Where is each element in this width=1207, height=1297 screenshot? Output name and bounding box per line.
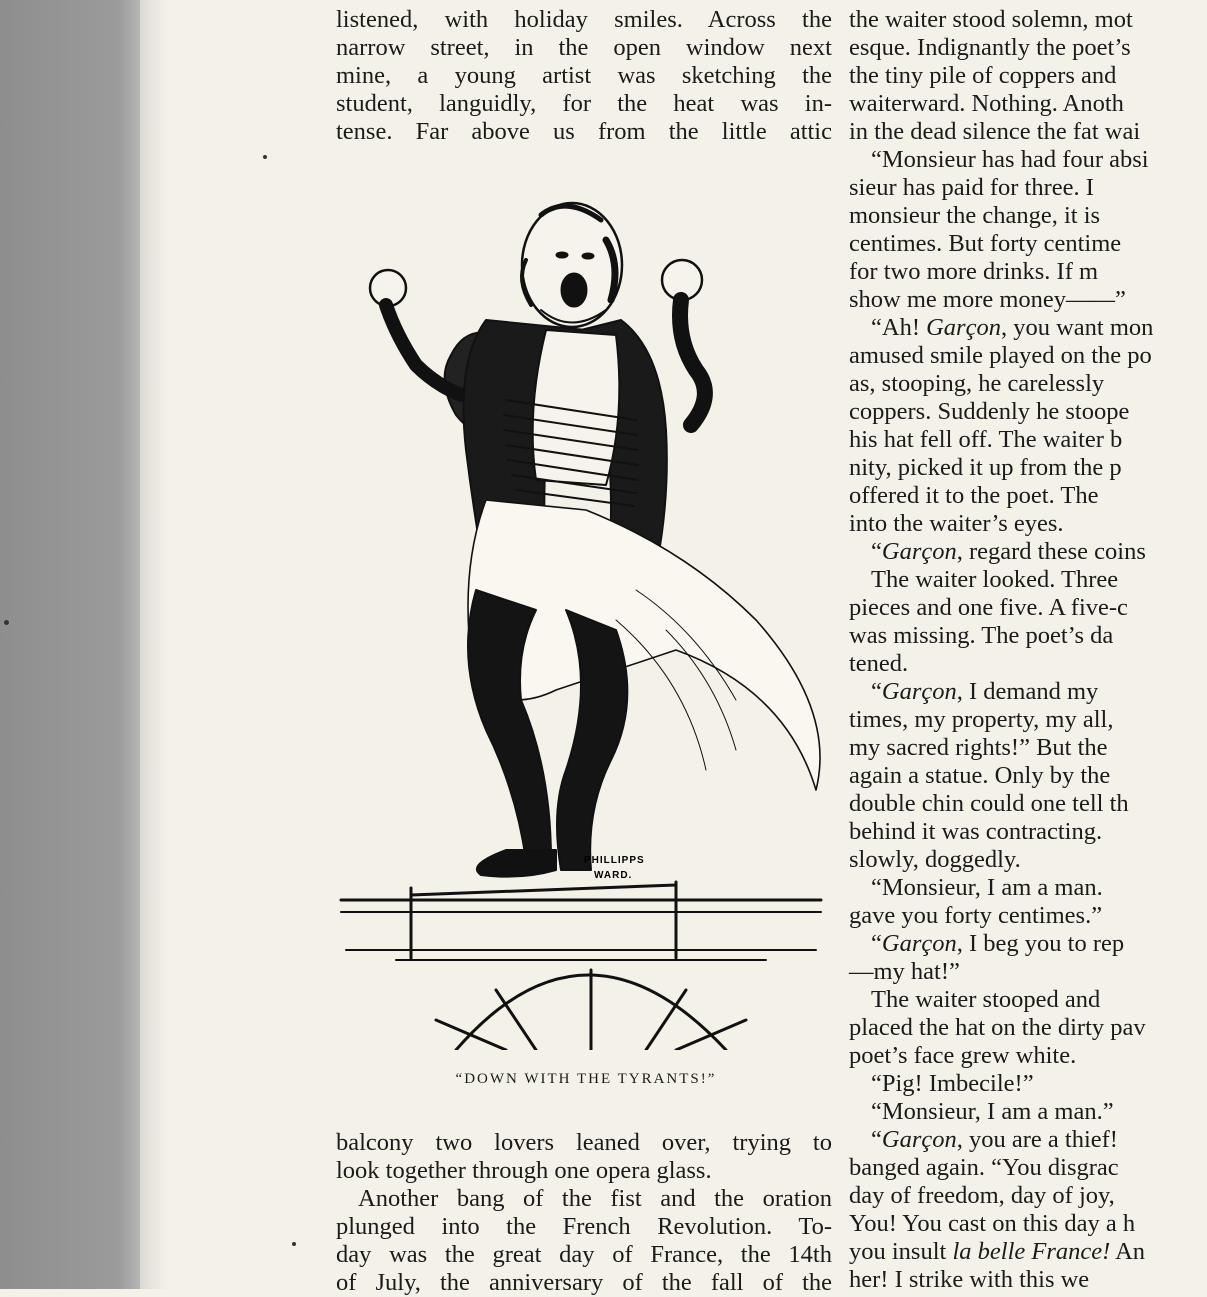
page-gutter-edge xyxy=(140,0,168,1289)
text-line: balcony two lovers leaned over, trying to xyxy=(336,1129,832,1156)
text-line: esque. Indignantly the poet’s xyxy=(849,34,1131,61)
text-line: coppers. Suddenly he stoope xyxy=(849,398,1130,425)
text-line: “Garçon, I beg you to rep xyxy=(871,930,1125,957)
text-line: times, my property, my all, xyxy=(849,706,1114,733)
text-line: as, stooping, he carelessly xyxy=(849,370,1105,397)
print-speck xyxy=(263,155,267,159)
text-line: Another bang of the fist and the oration xyxy=(358,1185,832,1212)
text-line: the waiter stood solemn, mot xyxy=(849,6,1133,33)
text-line: again a statue. Only by the xyxy=(849,762,1111,789)
text-line: of July, the anniversary of the fall of the xyxy=(336,1269,832,1296)
text-line: show me more money——” xyxy=(849,286,1126,313)
text-line: poet’s face grew white. xyxy=(849,1042,1077,1069)
text-line: The waiter stooped and xyxy=(871,986,1101,1013)
illustration-orator-on-cart xyxy=(336,170,836,1050)
text-line: tense. Far above us from the little attic xyxy=(336,118,832,145)
print-speck xyxy=(4,620,9,625)
text-line: monsieur the change, it is xyxy=(849,202,1101,229)
artist-signature: WARD. xyxy=(594,870,633,881)
text-line: placed the hat on the dirty pav xyxy=(849,1014,1146,1041)
text-line: waiterward. Nothing. Anoth xyxy=(849,90,1124,117)
text-line: “Monsieur, I am a man. xyxy=(871,874,1103,901)
text-line: “Garçon, you are a thief! xyxy=(871,1126,1118,1153)
text-line: look together through one opera glass. xyxy=(336,1157,712,1184)
text-line: behind it was contracting. xyxy=(849,818,1103,845)
left-column-top-text xyxy=(336,6,832,146)
text-line: into the waiter’s eyes. xyxy=(849,510,1064,537)
text-line: “Pig! Imbecile!” xyxy=(871,1070,1034,1097)
artist-signature: PHILLIPPS xyxy=(584,855,645,866)
right-column-text xyxy=(849,6,1207,1294)
text-line: pieces and one five. A five-c xyxy=(849,594,1128,621)
text-line: “Garçon, regard these coins xyxy=(871,538,1146,565)
text-line: in the dead silence the fat wai xyxy=(849,118,1141,145)
text-line: “Ah! Garçon, you want mon xyxy=(871,314,1154,341)
text-line: for two more drinks. If m xyxy=(849,258,1099,285)
text-line: the tiny pile of coppers and xyxy=(849,62,1117,89)
text-line: mine, a young artist was sketching the xyxy=(336,62,832,89)
page-gutter-shadow xyxy=(0,0,140,1289)
text-line: “Monsieur, I am a man.” xyxy=(871,1098,1114,1125)
text-line: slowly, doggedly. xyxy=(849,846,1021,873)
text-line: —my hat!” xyxy=(849,958,960,985)
text-line: you insult la belle France! An xyxy=(849,1238,1146,1265)
text-line: tened. xyxy=(849,650,909,677)
text-line: gave you forty centimes.” xyxy=(849,902,1103,929)
text-line: his hat fell off. The waiter b xyxy=(849,426,1123,453)
left-column-bottom-text xyxy=(336,1129,832,1297)
text-line: day was the great day of France, the 14th xyxy=(336,1241,832,1268)
text-line: listened, with holiday smiles. Across the xyxy=(336,6,832,33)
text-line: was missing. The poet’s da xyxy=(849,622,1114,649)
text-line: student, languidly, for the heat was in- xyxy=(336,90,832,117)
text-line: my sacred rights!” But the xyxy=(849,734,1108,761)
text-line: “Garçon, I demand my xyxy=(871,678,1099,705)
text-line: banged again. “You disgrac xyxy=(849,1154,1119,1181)
text-line: plunged into the French Revolution. To- xyxy=(336,1213,832,1240)
text-line: her! I strike with this we xyxy=(849,1266,1090,1293)
text-line: “Monsieur has had four absi xyxy=(871,146,1149,173)
text-line: narrow street, in the open window next xyxy=(336,34,832,61)
text-line: centimes. But forty centime xyxy=(849,230,1122,257)
text-line: You! You cast on this day a h xyxy=(849,1210,1136,1237)
text-line: nity, picked it up from the p xyxy=(849,454,1122,481)
text-line: amused smile played on the po xyxy=(849,342,1152,369)
text-line: double chin could one tell th xyxy=(849,790,1129,817)
text-line: offered it to the poet. The xyxy=(849,482,1099,509)
text-line: day of freedom, day of joy, xyxy=(849,1182,1115,1209)
text-line: The waiter looked. Three xyxy=(871,566,1119,593)
illustration-caption: “DOWN WITH THE TYRANTS!” xyxy=(455,1071,717,1087)
print-speck xyxy=(292,1242,296,1246)
text-line: sieur has paid for three. I xyxy=(849,174,1094,201)
